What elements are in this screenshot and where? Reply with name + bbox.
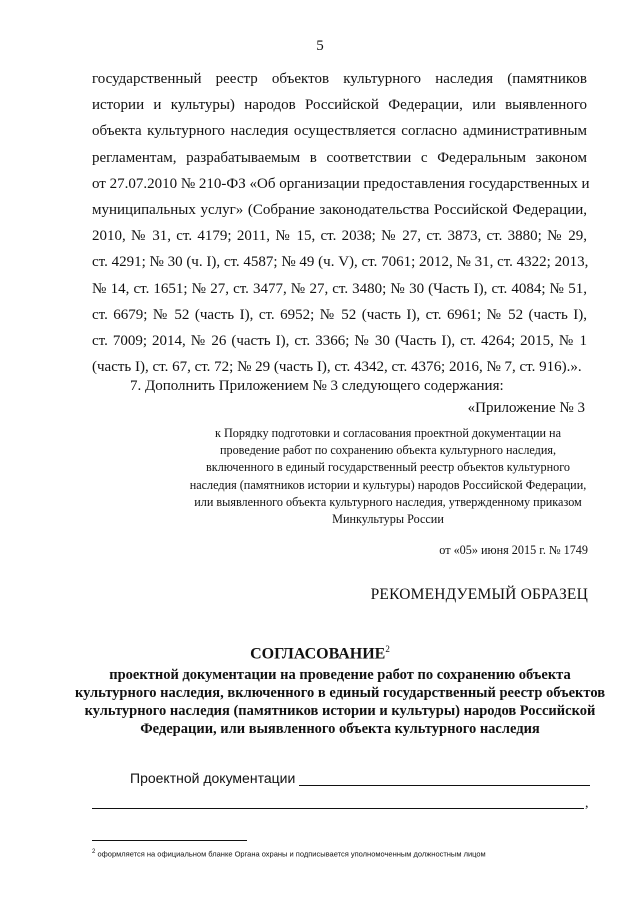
field-trailing-comma: ,	[585, 796, 589, 811]
appendix-label: «Приложение № 3	[467, 400, 585, 416]
footnote-divider	[92, 840, 247, 841]
item-7: 7. Дополнить Приложением № 3 следующего содержания:	[130, 378, 504, 394]
paragraph-line: истории и культуры) народов Российской Федерации, или выявленного	[92, 97, 587, 114]
footnote	[92, 849, 612, 859]
title-text: СОГЛАСОВАНИЕ	[250, 645, 386, 663]
paragraph-line: 2010, № 31, ст. 4179; 2011, № 15, ст. 2038; № 27, ст. 3873, ст. 3880; № 29,	[92, 228, 587, 245]
paragraph-line: от 27.07.2010 № 210-ФЗ «Об организации предоставления государственных и	[92, 175, 590, 192]
paragraph-line: государственный реестр объектов культурного наследия (памятников	[92, 71, 587, 87]
field-blank-line-2	[92, 808, 584, 809]
paragraph-line: муниципальных услуг» (Собрание законодательства Российской Федерации,	[92, 202, 587, 219]
appendix-date: от «05» июня 2015 г. № 1749	[439, 543, 588, 557]
field-blank-line	[299, 770, 590, 786]
recommended-sample-heading: РЕКОМЕНДУЕМЫЙ ОБРАЗЕЦ	[370, 586, 588, 603]
field-label: Проектной документации	[130, 770, 296, 786]
document-subtitle: проектной документации на проведение работ по сохранению объекта культурного наследия, включенного в единый государственный реестр объектов культурного наследия (памятников истории и культуры) народов Российской Федерации, или выявленного объекта культурного наследия	[74, 667, 606, 737]
paragraph-line: регламентам, разрабатываемым в соответствии с Федеральным законом	[92, 149, 587, 166]
page-number: 5	[316, 38, 324, 54]
paragraph-line: ст. 7009; 2014, № 26 (часть I), ст. 3366; № 30 (Часть I), ст. 4264; 2015, № 1	[92, 333, 587, 350]
footnote-text: оформляется на официальном бланке Органа охраны и подписывается уполномоченным должностным лицом	[97, 849, 486, 859]
main-paragraph	[92, 66, 590, 380]
paragraph-line: № 14, ст. 1651; № 27, ст. 3477, № 27, ст. 3480; № 30 (Часть I), ст. 4084; № 51,	[92, 280, 587, 297]
paragraph-line: ст. 4291; № 30 (ч. I), ст. 4587; № 49 (ч. V), ст. 7061; 2012, № 31, ст. 4322; 2013,	[92, 254, 589, 271]
footnote-mark: 2	[92, 849, 96, 855]
paragraph-line: объекта культурного наследия осуществляется согласно административным	[92, 123, 587, 140]
paragraph-line: (часть I), ст. 67, ст. 72; № 29 (часть I), ст. 4342, ст. 4376; 2016, № 7, ст. 916).».	[92, 359, 582, 376]
document-title	[0, 644, 640, 663]
appendix-description: к Порядку подготовки и согласования проектной документации на проведение работ по сохранению объекта культурного наследия, включенного в единый государственный реестр объектов культурного наследия (памятников истории и культуры) народов Российской Федерации, или выявленного объекта культурного наследия, утвержденному приказом Минкультуры России	[189, 426, 587, 527]
project-documentation-field	[130, 770, 590, 786]
title-footnote-mark: 2	[385, 644, 390, 654]
paragraph-line: ст. 6679; № 52 (часть I), ст. 6952; № 52 (часть I), ст. 6961; № 52 (часть I),	[92, 306, 587, 323]
